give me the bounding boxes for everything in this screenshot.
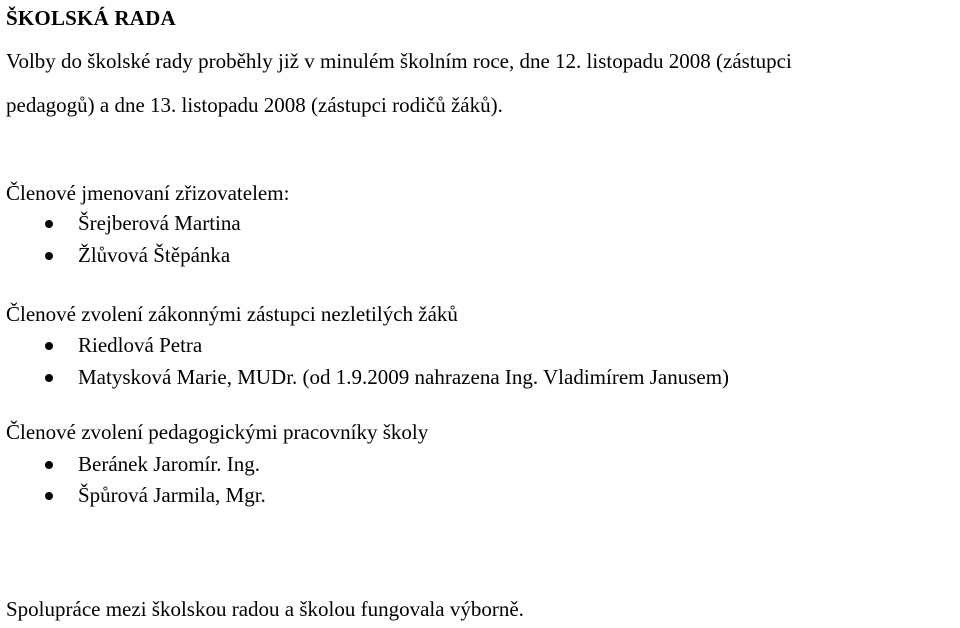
member-name: Beránek Jaromír. Ing. [78, 452, 260, 476]
bullet-icon [45, 461, 53, 469]
member-name: Špůrová Jarmila, Mgr. [78, 483, 266, 507]
member-name: Riedlová Petra [78, 333, 203, 357]
intro-line-2: pedagogů) a dne 13. listopadu 2008 (zástupci rodičů žáků). [6, 93, 503, 117]
bullet-icon [45, 492, 53, 500]
member-name: Šrejberová Martina [78, 211, 241, 235]
closing-statement: Spolupráce mezi školskou radou a školou fungovala výborně. [6, 597, 524, 621]
section-heading-teachers: Členové zvolení pedagogickými pracovníky školy [6, 420, 429, 444]
bullet-icon [45, 342, 53, 350]
bullet-icon [45, 220, 53, 228]
page-title: ŠKOLSKÁ RADA [6, 6, 176, 30]
bullet-icon [45, 252, 53, 260]
member-name: Žlůvová Štěpánka [78, 243, 231, 267]
bullet-icon [45, 374, 53, 382]
intro-line-1: Volby do školské rady proběhly již v minulém školním roce, dne 12. listopadu 2008 (zástupci [6, 49, 792, 73]
section-heading-appointed: Členové jmenovaní zřizovatelem: [6, 181, 290, 205]
member-name: Matysková Marie, MUDr. (od 1.9.2009 nahrazena Ing. Vladimírem Janusem) [78, 365, 730, 389]
section-heading-parents: Členové zvolení zákonnými zástupci nezletilých žáků [6, 302, 458, 326]
